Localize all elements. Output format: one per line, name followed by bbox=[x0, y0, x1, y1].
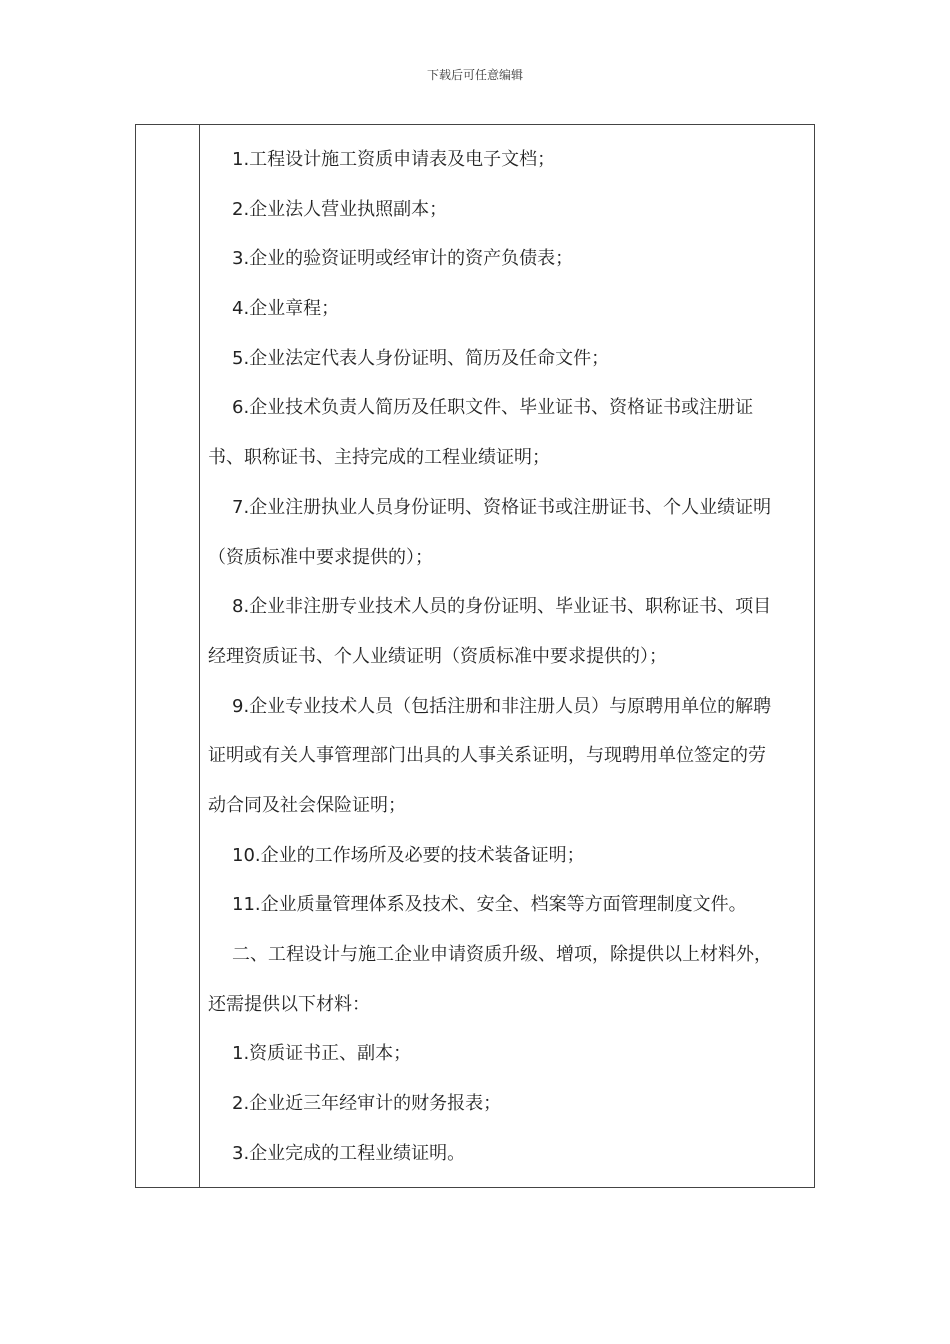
text-line: 书、职称证书、主持完成的工程业绩证明； bbox=[208, 447, 550, 469]
text-line: 7.企业注册执业人员身份证明、资格证书或注册证书、个人业绩证明 bbox=[232, 496, 772, 518]
text-line: 8.企业非注册专业技术人员的身份证明、毕业证书、职称证书、项目 bbox=[232, 596, 772, 618]
text-line: 1.工程设计施工资质申请表及电子文档； bbox=[232, 149, 556, 170]
text-line: 9.企业专业技术人员（包括注册和非注册人员）与原聘用单位的解聘 bbox=[232, 695, 772, 717]
text-line: 4.企业章程； bbox=[232, 298, 340, 320]
text-line: 二、工程设计与施工企业申请资质升级、增项，除提供以上材料外， bbox=[232, 944, 772, 965]
text-line: 11.企业质量管理体系及技术、安全、档案等方面管理制度文件。 bbox=[232, 894, 747, 916]
text-line: 动合同及社会保险证明； bbox=[208, 794, 406, 816]
text-line: 2.企业近三年经审计的财务报表； bbox=[232, 1093, 502, 1115]
table-left-column bbox=[136, 125, 200, 1187]
document-table bbox=[135, 124, 815, 1188]
text-line: 还需提供以下材料： bbox=[208, 993, 370, 1015]
text-line: 6.企业技术负责人简历及任职文件、毕业证书、资格证书或注册证 bbox=[232, 397, 754, 419]
text-line: 证明或有关人事管理部门出具的人事关系证明，与现聘用单位签定的劳 bbox=[208, 745, 766, 767]
text-line: （资质标准中要求提供的）； bbox=[208, 546, 433, 568]
table-content-cell bbox=[208, 135, 804, 1178]
text-line: 1.资质证书正、副本； bbox=[232, 1043, 412, 1065]
text-line: 3.企业的验资证明或经审计的资产负债表； bbox=[232, 248, 574, 270]
text-line: 经理资质证书、个人业绩证明（资质标准中要求提供的）； bbox=[208, 645, 667, 667]
text-line: 3.企业完成的工程业绩证明。 bbox=[232, 1142, 466, 1164]
text-line: 2.企业法人营业执照副本； bbox=[232, 198, 448, 220]
header-note: 下载后可任意编辑 bbox=[426, 68, 523, 82]
text-line: 10.企业的工作场所及必要的技术装备证明； bbox=[232, 844, 585, 866]
text-line: 5.企业法定代表人身份证明、简历及任命文件； bbox=[232, 347, 610, 369]
